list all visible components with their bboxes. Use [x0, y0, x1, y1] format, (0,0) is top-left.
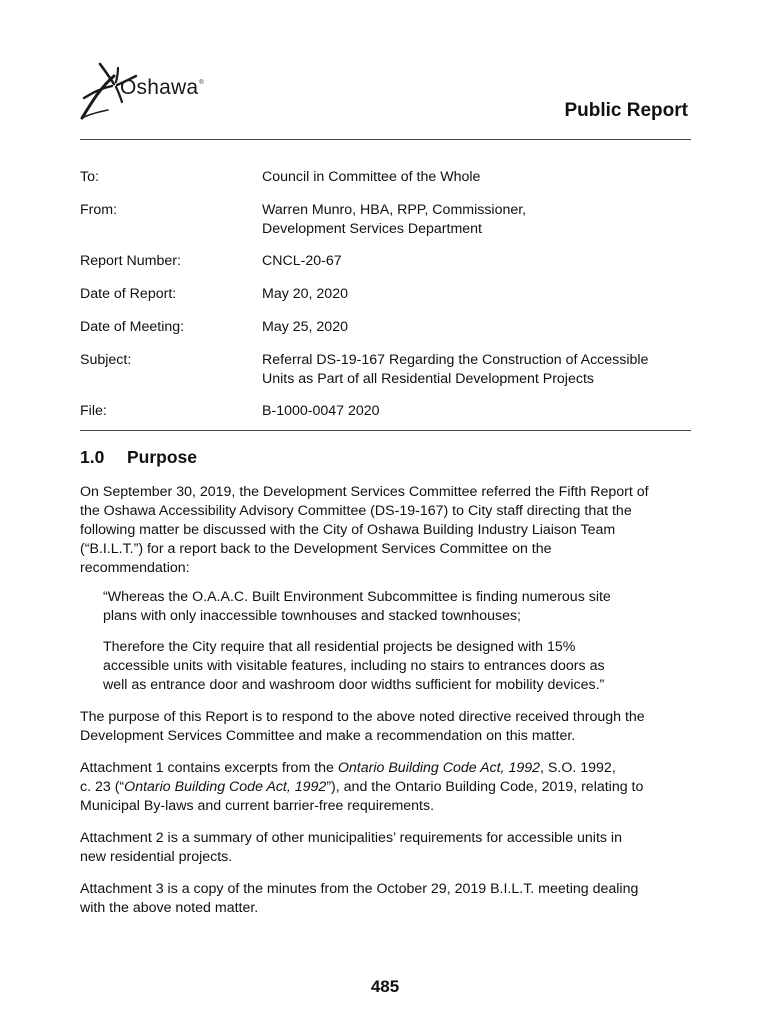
meta-value: Council in Committee of the Whole [262, 169, 481, 185]
act-title: Ontario Building Code Act, 1992 [124, 779, 327, 795]
meta-value: CNCL-20-67 [262, 253, 342, 269]
meta-value: May 20, 2020 [262, 286, 348, 302]
section-heading [80, 447, 197, 468]
page-number: 485 [370, 977, 400, 996]
meta-value: B-1000-0047 2020 [262, 403, 380, 419]
paragraph-attachment-1: Attachment 1 contains excerpts from the Ontario Building Code Act, 1992, S.O. 1992, c. 23 (“Ontario Building Code Act, 1992”), and the Ontario Building Code, 2019, relating to Municipal By-laws and current barrier-free requirements. [80, 760, 644, 814]
section-title: Purpose [127, 447, 198, 467]
quote-whereas: “Whereas the O.A.A.C. Built Environment Subcommittee is finding numerous site plans with only inaccessible townhouses and stacked townhouses; [103, 589, 611, 624]
quote-therefore: Therefore the City require that all residential projects be designed with 15% accessible units with visitable features, including no stairs to entrances doors as well as entrance door and washroom door widths sufficient for mobility devices.” [103, 639, 605, 693]
paragraph-attachment-3: Attachment 3 is a copy of the minutes from the October 29, 2019 B.I.L.T. meeting dealing with the above noted matter. [80, 881, 639, 916]
logo-wordmark: Oshawa® [120, 76, 204, 99]
meta-value-line: Referral DS-19-167 Regarding the Construction of Accessible [262, 352, 649, 368]
paragraph-purpose: The purpose of this Report is to respond to the above noted directive received through the Development Services Committee and make a recommendation on this matter. [80, 709, 645, 744]
top-divider [80, 139, 691, 140]
meta-label: Date of Meeting: [80, 319, 185, 335]
bottom-divider [80, 430, 691, 431]
meta-value: May 25, 2020 [262, 319, 348, 335]
paragraph-attachment-2: Attachment 2 is a summary of other municipalities’ requirements for accessible units in new residential projects. [80, 830, 622, 865]
meta-label: From: [80, 202, 118, 218]
meta-label: To: [80, 169, 99, 185]
report-type-title: Public Report [564, 100, 688, 121]
meta-value-line: Units as Part of all Residential Development Projects [262, 371, 594, 387]
meta-value-line: Warren Munro, HBA, RPP, Commissioner, [262, 202, 527, 218]
meta-label: Subject: [80, 352, 132, 368]
meta-label: Report Number: [80, 253, 181, 269]
meta-label: Date of Report: [80, 286, 177, 302]
meta-value-line: Development Services Department [262, 221, 483, 237]
paragraph-referral: On September 30, 2019, the Development Services Committee referred the Fifth Report of the Oshawa Accessibility Advisory Committee (DS-19-167) to City staff directing that the following matter be discussed with the City of Oshawa Building Industry Liaison Team (“B.I.L.T.”) for a report back to the Development Services Committee on the recommendation: [80, 484, 649, 576]
section-number: 1.0 [80, 447, 105, 467]
act-title: Ontario Building Code Act, 1992 [337, 760, 541, 776]
meta-label: File: [80, 403, 107, 419]
